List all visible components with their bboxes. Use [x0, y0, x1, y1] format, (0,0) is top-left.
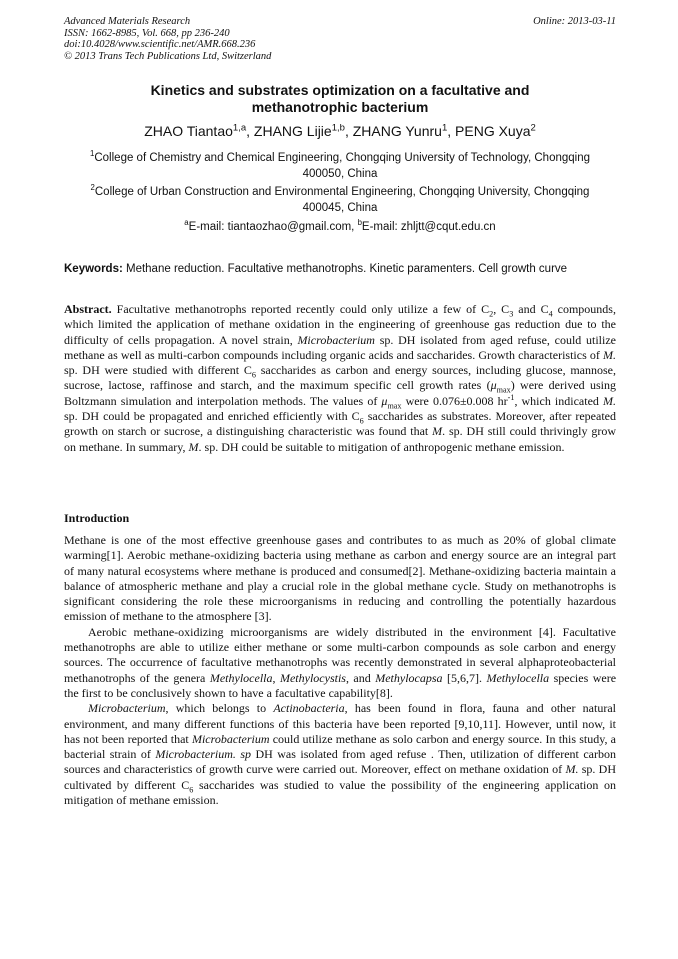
subscript: max	[387, 401, 402, 411]
symbol-mu: μ	[490, 378, 497, 393]
journal-header	[64, 16, 616, 62]
author-separator: ,	[246, 123, 254, 139]
affiliation-text: College of Urban Construction and Environmental Engineering, Chongqing University, Chongqing	[94, 186, 590, 198]
text: , which belongs to	[165, 701, 274, 716]
species-name: M.	[603, 393, 616, 408]
keywords-label: Keywords:	[64, 263, 123, 275]
abstract	[64, 302, 616, 455]
superscript: -1	[507, 392, 515, 402]
text: could utilize methane as solo carbon and energy source. In this study, a bacterial strain of	[64, 731, 616, 762]
intro-paragraph-3	[64, 701, 616, 808]
email-a[interactable]: E-mail: tiantaozhao@gmail.com,	[188, 221, 358, 233]
abstract-label: Abstract.	[64, 302, 112, 316]
genus-name: Microbacterium	[88, 701, 166, 716]
author-separator: ,	[344, 123, 353, 139]
author-affiliation-mark: 1,a	[232, 122, 247, 134]
introduction-body	[64, 533, 616, 808]
genus-name: Methylocella	[486, 670, 550, 685]
author-affiliation-mark: 2	[530, 122, 536, 134]
text: sp. DH could be propagated and enriched efficiently with C	[64, 409, 360, 424]
paper-title	[64, 82, 616, 116]
text: Aerobic methane-oxidizing microorganisms are widely distributed in the environment [4]. Facultative methanotrophs are able to utilize either methane or some multi-carbon compounds as sole carbon and energy sources. The occurrence of facultative methanotrophs was recently demonstrated in several alphaproteobacterial methanotrophs of the genera	[64, 624, 616, 685]
keywords-text: Methane reduction. Facultative methanotrophs. Kinetic paramenters. Cell growth curve	[122, 263, 568, 275]
species-name: M.	[603, 347, 616, 362]
symbol-mu: μ	[381, 393, 388, 408]
copyright-line: © 2013 Trans Tech Publications Ltd, Switzerland	[64, 50, 272, 62]
keywords	[64, 262, 616, 277]
journal-name: Advanced Materials Research	[64, 16, 191, 27]
species-name: M.	[565, 762, 579, 777]
text: . sp. DH still could thrivingly grow on methane. In summary,	[64, 424, 616, 454]
author-affiliation-mark: 1	[441, 122, 448, 134]
genus-name: Methylocella	[209, 670, 273, 685]
text: saccharides as carbon and energy sources, including glucose, mannose, sucrose, lactose, raffinose and starch, and the maximum specific cell growth rates (	[64, 363, 616, 393]
species-name: Microbacterium	[297, 332, 375, 347]
text: DH was isolated from aged refuse . Then, utilization of different carbon sources and characteristics of growth curve were carried out. Moreover, effect on methane oxidation of	[64, 747, 616, 777]
title-line-1: Kinetics and substrates optimization on a facultative and	[150, 82, 530, 98]
intro-paragraph-1: Methane is one of the most effective greenhouse gases and contributes to as much as 20% of global climate warming[1]. Aerobic methane-oxidizing bacteria using methane as carbon and energy source are an integral part of many natural ecosystems where methane is produced and consumed[2]. Methane-oxidizing bacteria maintain a balance of atmospheric methane and play a crucial role in the global methane cycle. Study on methanotrophs is significant considering the role these microorganisms in reducing and controlling the potentially hazardous emission of methane to the atmosphere [3].	[64, 533, 616, 624]
text: . sp. DH could be suitable to mitigation of anthropogenic methane emission.	[198, 439, 565, 454]
subscript: max	[496, 385, 511, 395]
title-line-2: methanotrophic bacterium	[251, 99, 429, 115]
text: , has been found in flora, fauna and other natural environment, and many different functions of this bacteria have been reported [9,10,11]. However, until now, it has not been reported that	[64, 701, 616, 746]
affiliation-text: 400045, China	[302, 202, 378, 214]
email-b[interactable]: E-mail: zhljtt@cqut.edu.cn	[361, 221, 496, 233]
author-name: PENG Xuya	[455, 123, 531, 139]
text: Facultative methanotrophs reported recently could only utilize a few of C	[111, 302, 490, 316]
email-line	[64, 219, 616, 235]
author-separator: ,	[447, 123, 456, 139]
text: sp. DH cultivated by different C	[64, 762, 616, 792]
genus-name: Microbacterium. sp	[155, 747, 252, 762]
text: ,	[272, 670, 280, 685]
intro-paragraph-2	[64, 625, 616, 701]
section-heading-introduction: Introduction	[64, 511, 130, 525]
author-list	[64, 122, 616, 140]
genus-name: Microbacterium	[191, 731, 270, 746]
text: , and	[345, 670, 376, 685]
subscript: 6	[251, 370, 256, 380]
issn-line: ISSN: 1662-8985, Vol. 668, pp 236-240	[64, 27, 230, 39]
author-name: ZHANG Yunru	[352, 123, 442, 139]
subscript: 3	[509, 309, 514, 319]
text: species were the first to be conclusively shown to have a facultative capability[8].	[64, 670, 617, 700]
author-affiliation-mark: 1,b	[331, 122, 345, 134]
email-mark: b	[357, 218, 362, 228]
doi-line[interactable]: doi:10.4028/www.scientific.net/AMR.668.236	[64, 39, 256, 50]
online-date: Online: 2013-03-11	[533, 16, 616, 27]
genus-name: Actinobacteria	[273, 701, 345, 716]
text: sp. DH were studied with different C	[64, 363, 252, 378]
subscript: 6	[359, 416, 364, 426]
text: sp. DH isolated from aged refuse, could utilize methane as well as multi-carbon compounds including organic acids and saccharides. Growth characteristics of	[64, 332, 616, 362]
genus-name: Methylocystis	[279, 670, 346, 685]
affiliation-text: College of Chemistry and Chemical Engineering, Chongqing University of Technology, Chongqing	[94, 152, 590, 164]
text: were 0.076±0.008 hr	[401, 393, 508, 408]
text: ) were derived using Boltzmann simulation and interpolation methods. The values of	[64, 378, 616, 408]
subscript: 6	[189, 785, 194, 795]
affiliation-mark: 1	[90, 149, 95, 159]
genus-name: Methylocapsa	[375, 670, 443, 685]
subscript: 4	[548, 309, 553, 319]
species-name: M	[188, 439, 199, 454]
abstract-paragraph	[64, 302, 616, 455]
text: , which indicated	[514, 393, 603, 408]
text: compounds, which limited the application of methane oxidation in the engineering of greenhouse gas reduction due to the difficulty of cells propagation. A novel strain,	[64, 302, 616, 347]
species-name: M	[432, 424, 443, 439]
text: , C	[493, 302, 510, 316]
text: saccharides as substrates. Moreover, after repeated growth on starch or sucrose, a distinguishing characteristic was found that	[64, 409, 616, 439]
text: and C	[513, 302, 549, 316]
text: saccharides was studied to value the possibility of the engineering application on mitigation of methane emission.	[64, 777, 616, 808]
author-name: ZHAO Tiantao	[144, 123, 233, 139]
affiliation-mark: 2	[90, 183, 95, 193]
affiliation-1	[64, 150, 616, 182]
author-name: ZHANG Lijie	[253, 123, 332, 139]
email-mark: a	[184, 218, 189, 228]
affiliation-text: 400050, China	[302, 168, 378, 180]
text: [5,6,7].	[442, 670, 487, 685]
affiliation-2	[64, 184, 616, 216]
subscript: 2	[489, 309, 494, 319]
